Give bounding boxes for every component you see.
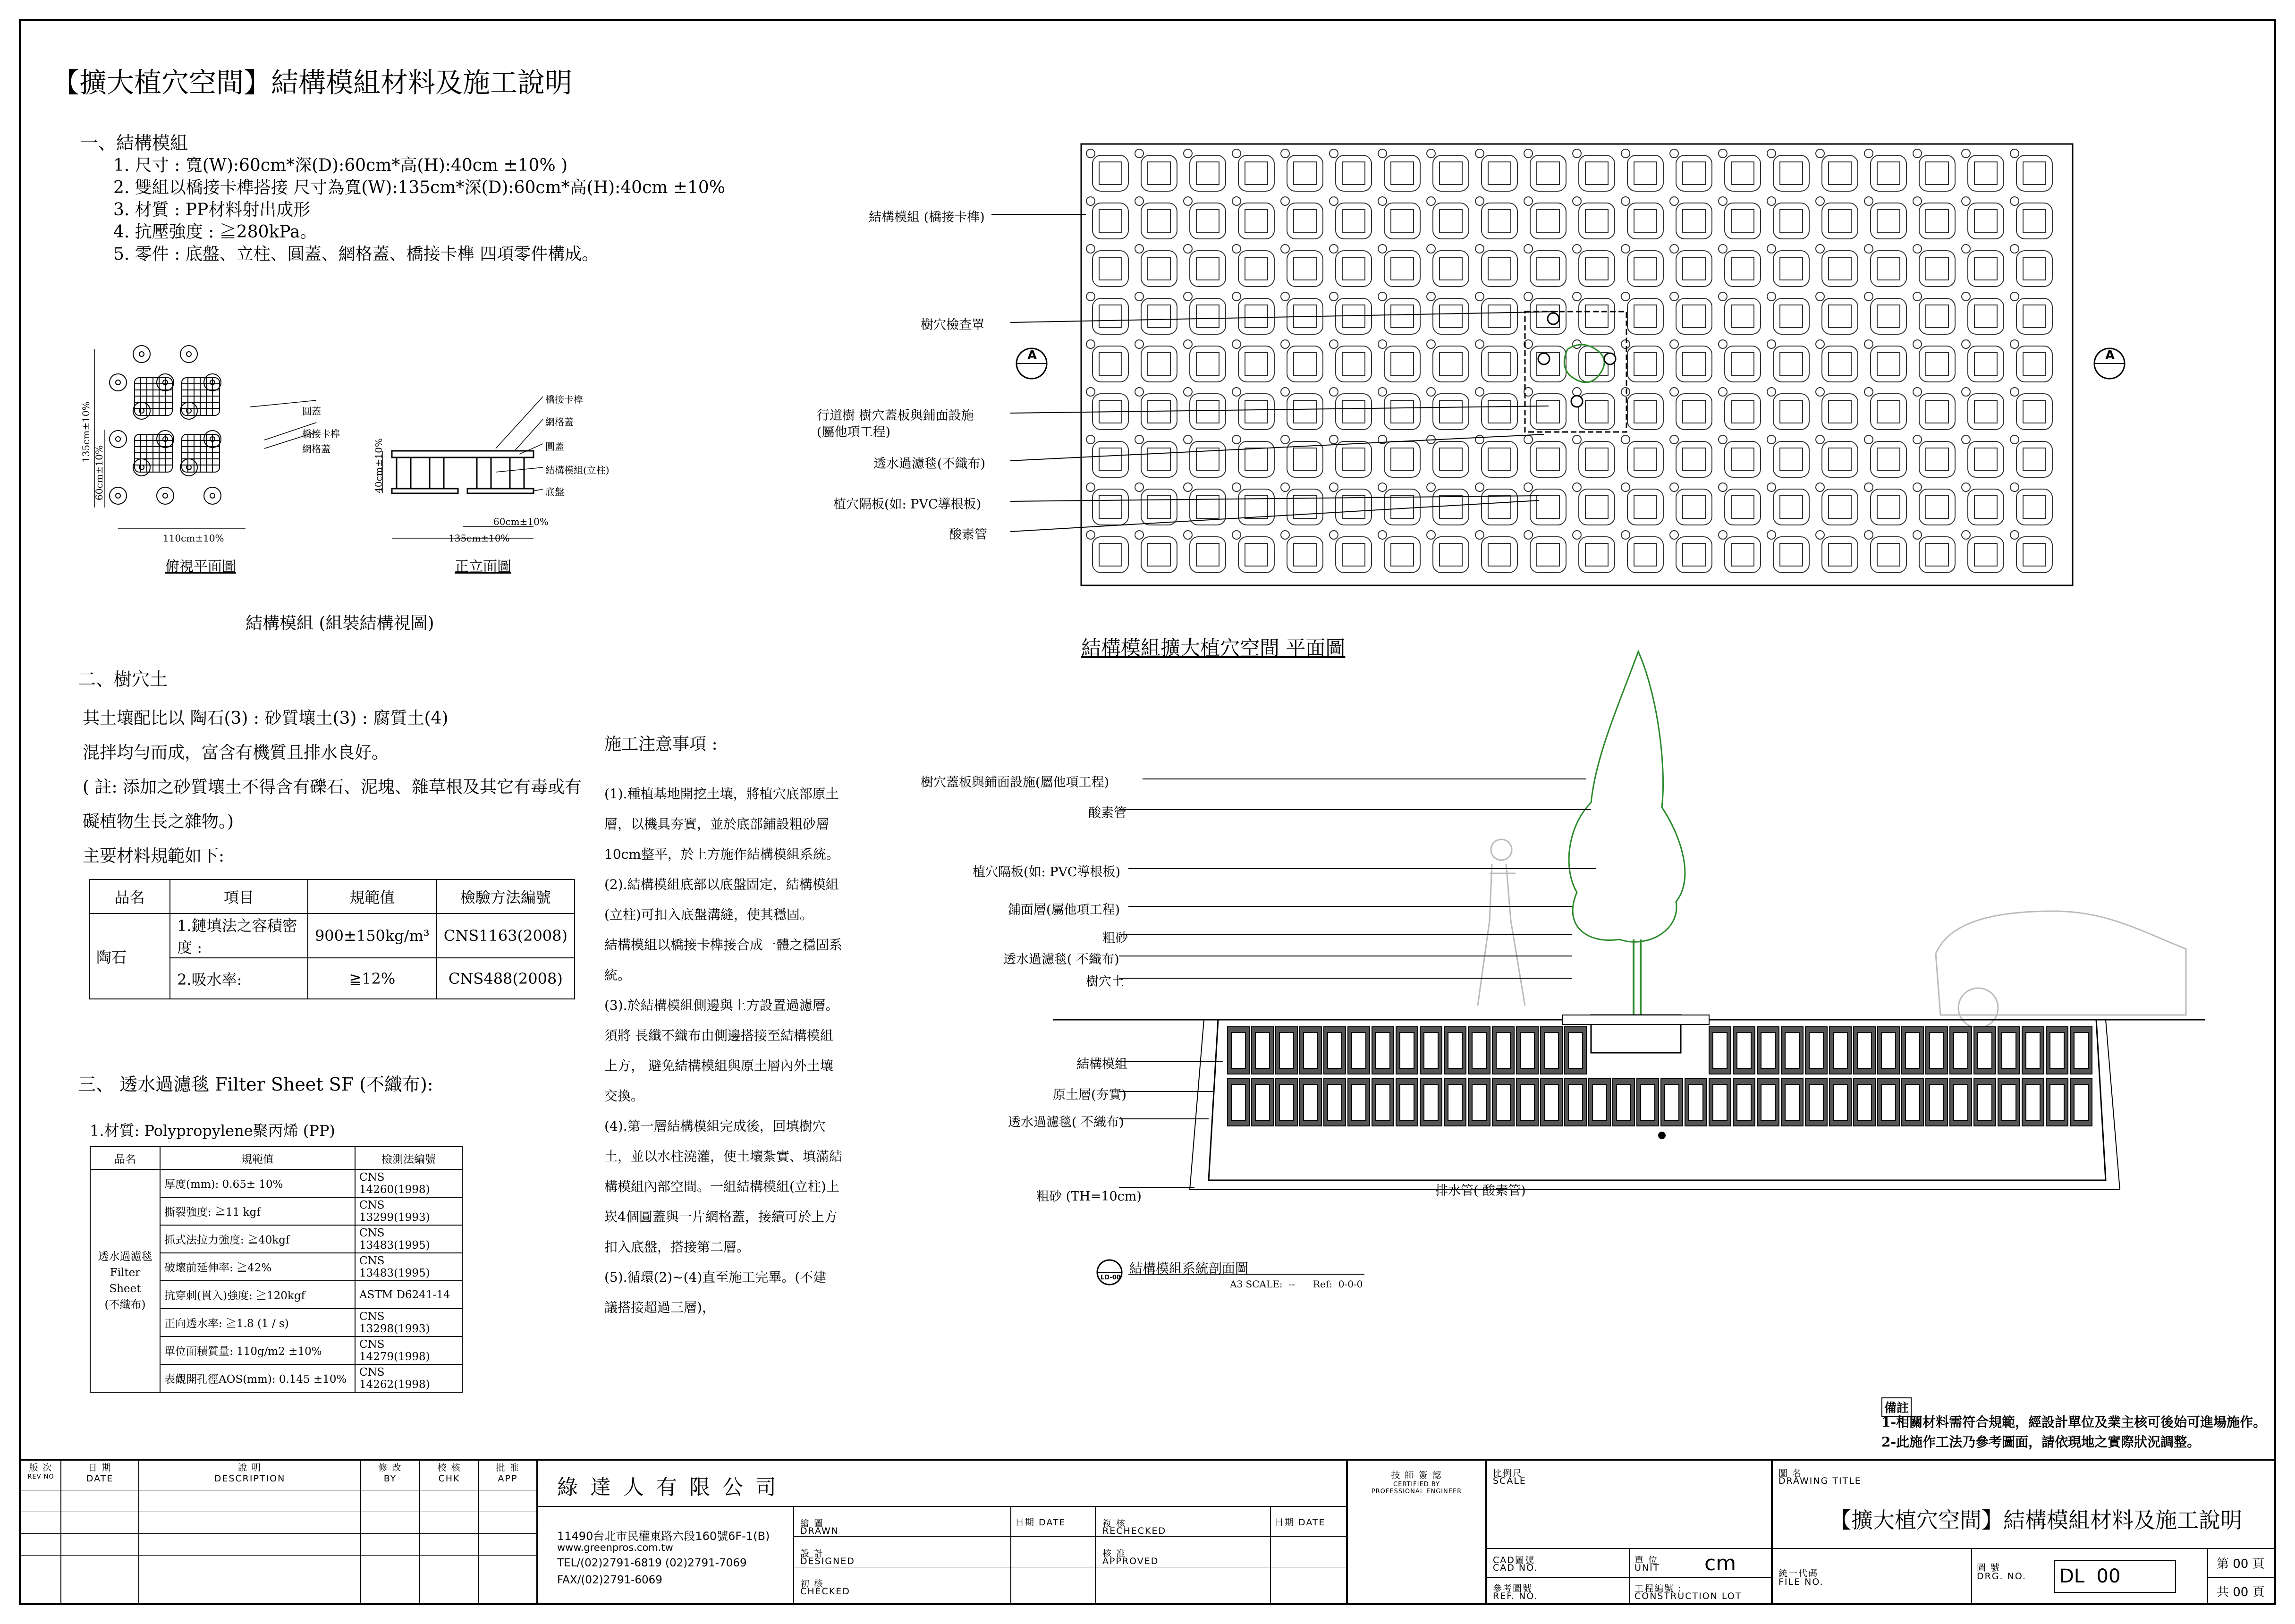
tb-date3-label: 日期 DATE [1275,1517,1326,1528]
tb-by-label: 修 改 [378,1463,402,1473]
table-row [89,914,575,958]
tb-date-col [61,1461,139,1605]
remark-line: 2-此施作工法乃參考圖面，請依現地之實際狀況調整。 [1881,1434,2201,1450]
plan-caption: 俯視平面圖 [165,558,236,575]
tb-scale-label-en: SCALE [1493,1476,1526,1486]
tb-desc-label-en: DESCRIPTION [214,1473,286,1484]
note-line: (立柱)可扣入底盤溝縫，使其穩固。 [604,907,813,922]
table-cell: 抗穿刺(貫入)強度: ≧120kgf [160,1281,355,1309]
tb-scale-label: 比例尺 [1493,1468,1523,1479]
table-cell: CNS 13298(1993) [355,1309,462,1336]
tb-drawing-title: 【擴大植穴空間】結構模組材料及施工說明 [1829,1507,2242,1533]
tb-ref-label-en: REF. NO. [1493,1591,1538,1601]
tb-drg-no-label: 圖 號 [1977,1563,2001,1573]
col-header: 項目 [170,880,308,914]
section-label-drain-pipe: 排水管( 酸素管) [1435,1184,1526,1198]
plan-leader-lines [991,198,1558,548]
section3-material: 1.材質: Polypropylene聚丙烯 (PP) [90,1122,335,1140]
table-cell: 900±150kg/m³ [308,914,437,958]
elev-dim-height: 40cm±10% [373,438,384,493]
material-name-line: 透水過濾毯 [98,1251,152,1263]
note-line: 須將 長纖不織布由側邊搭接至結構模組 [604,1028,833,1043]
tb-unit-value: cm [1704,1551,1736,1575]
tb-checked-label-en: CHECKED [800,1586,850,1597]
tb-checked-label: 初 核 [800,1579,824,1589]
tb-drawn-label-en: DRAWN [800,1526,839,1536]
note-line: 上方， 避免結構模組與原土層內外土壤 [604,1058,833,1074]
plan-dim-vertical-total: 135cm±10% [80,401,92,463]
tb-rechecked-label: 複 核 [1102,1518,1126,1529]
elev-dim-single: 60cm±10% [493,516,549,527]
material-name: 陶石 [89,914,170,999]
tb-company-block [538,1461,1348,1605]
elev-label-bridge-tenon: 橋接卡榫 [545,394,583,405]
plan-label-oxygen-pipe: 酸素管 [949,527,987,542]
section-label-root-barrier: 植穴隔板(如: PVC導根板) [973,865,1121,880]
table-cell: CNS 14260(1998) [355,1169,462,1197]
note-line: (5).循環(2)~(4)直至施工完畢。(不建 [604,1269,827,1285]
plan-label-grid-cover: 網格蓋 [302,443,330,455]
note-line: 議搭接超過三層)， [604,1300,715,1315]
tb-rev-label-en: REV NO [27,1473,54,1480]
tb-app-col [479,1461,538,1605]
ceramsite-spec-table [89,879,575,999]
tb-approved-label-en: APPROVED [1102,1556,1159,1566]
section2-line: 混拌均勻而成，富含有機質且排水良好。 [83,743,389,762]
col-header: 檢驗方法編號 [437,880,575,914]
elev-label-column: 結構模組(立柱) [545,465,610,476]
section2-line: 主要材料規範如下: [83,846,225,866]
table-cell: 撕裂強度: ≧11 kgf [160,1197,355,1225]
tb-file-no-label: 統一代碼 [1778,1568,1819,1579]
table-cell: 厚度(mm): 0.65± 10% [160,1169,355,1197]
tb-designed-label: 設 計 [800,1548,824,1559]
tb-date-label-en: DATE [86,1473,114,1484]
plan-label-other-works: (屬他項工程) [817,425,891,440]
plan-dim-horizontal: 110cm±10% [163,533,224,544]
plan-label-filter-sheet: 透水過濾毯(不織布) [873,457,986,471]
tb-lot-label-en: CONSTRUCTION LOT [1634,1591,1742,1601]
plan-label-bridge-tenon: 橋接卡榫 [302,428,340,440]
tb-app-label: 批 准 [496,1463,520,1473]
note-line: (2).結構模組底部以底盤固定，結構模組 [604,877,839,892]
tb-unit-label: 單 位 [1634,1555,1659,1565]
tb-drawing-title-label: 圖 名 [1778,1468,1803,1479]
tb-date-label: 日 期 [88,1463,112,1473]
tb-chk-label-en: CHK [438,1473,460,1484]
table-cell: 正向透水率: ≧1.8 (1 / s) [160,1309,355,1336]
section2-line: 其土壤配比以 陶石(3) : 砂質壤土(3) : 腐質土(4) [83,709,449,728]
elev-caption: 正立面圖 [455,558,511,575]
tb-chk-col [420,1461,479,1605]
section-structure-module [80,132,725,265]
tb-engineer-block [1348,1461,1487,1605]
note-line: 交換。 [604,1088,644,1104]
section-marker-left-label: A [1027,348,1037,363]
table-cell: CNS488(2008) [437,958,575,999]
plan-label-round-cover: 圓蓋 [302,406,321,417]
tb-date2-label: 日期 DATE [1015,1517,1066,1528]
company-name: 綠 達 人 有 限 公 司 [557,1475,779,1499]
table-cell: 單位面積質量: 110g/m2 ±10% [160,1336,355,1364]
note-line: 層，以機具夯實，並於底部鋪設粗砂層 [604,816,830,832]
table-cell: CNS 13483(1995) [355,1225,462,1253]
plan-label-root-barrier: 植穴隔板(如: PVC導根板) [833,497,982,512]
tb-approved-label: 核 准 [1102,1548,1126,1559]
col-header: 品名 [89,880,170,914]
page-title: 【擴大植穴空間】結構模組材料及施工說明 [52,67,573,99]
remarks [1881,1413,2266,1452]
tb-file-no-label-en: FILE NO. [1778,1577,1824,1587]
table-cell: 破壞前延伸率: ≧42% [160,1253,355,1281]
section-label-paving-layer: 鋪面層(屬他項工程) [1008,903,1120,917]
company-tel: TEL/(02)2791-6819 (02)2791-7069 [557,1557,747,1569]
section1-heading: 一、結構模組 [80,133,188,153]
module-diagram-caption: 結構模組 (組裝結構視圖) [246,614,434,633]
tb-by-label-en: BY [383,1473,397,1484]
tb-cad-label-en: CAD NO. [1493,1563,1538,1573]
elev-label-grid-cover: 網格蓋 [545,416,574,428]
table-cell: CNS1163(2008) [437,914,575,958]
tb-app-label-en: APP [498,1473,518,1484]
section-caption-badge [1095,1258,1124,1286]
tb-sheet: 第 00 頁 [2217,1557,2265,1571]
tb-drawn-label: 繪 圖 [800,1518,824,1529]
note-line: 統。 [604,967,631,983]
tb-drg-no-value: DL 00 [2054,1560,2176,1593]
note-line: (4).第一層結構模組完成後，回填樹穴 [604,1118,826,1134]
col-header: 規範值 [308,880,437,914]
tb-rechecked-label-en: RECHECKED [1102,1526,1167,1536]
section-label-cover-paving: 樹穴蓋板與鋪面設施(屬他項工程) [921,775,1109,790]
table-cell: CNS 13299(1993) [355,1197,462,1225]
table-cell: CNS 14262(1998) [355,1364,462,1392]
section2-line: 礙植物生長之雜物。) [83,812,234,831]
tb-drg-no-label-en: DRG. NO. [1977,1571,2027,1582]
tb-designed-label-en: DESIGNED [800,1556,855,1566]
tb-total: 共 00 頁 [2217,1585,2265,1599]
construction-notes-heading: 施工注意事項 : [604,735,718,754]
remarks-heading: 備註 [1881,1397,1912,1417]
plan-label-module: 結構模組 (橋接卡榫) [869,210,985,225]
note-line: 結構模組以橋接卡榫接合成一體之穩固系 [604,937,843,953]
section-view-drawing [1053,647,2205,1213]
section-label-coarse-sand: 粗砂 [1102,931,1128,946]
section-marker-right-label: A [2105,348,2115,363]
table-row [90,1169,462,1197]
section1-item: 3. 材質 : PP材料射出成形 [113,200,311,220]
note-line: 崁4個圓蓋與一片網格蓋，接續可於上方 [604,1209,838,1225]
title-block [21,1459,2274,1605]
section2-heading: 二、樹穴土 [78,669,168,690]
note-line: 10cm整平，於上方施作結構模組系統。 [604,846,839,862]
section-label-filter-sheet-bottom: 透水過濾毯( 不織布) [1008,1115,1124,1130]
module-assembly-diagram [71,330,590,595]
note-line: (1).種植基地開挖土壤，將植穴底部原土 [604,786,839,802]
section-label-structure-module: 結構模組 [1076,1057,1127,1072]
section-caption-title: 結構模組系統剖面圖 [1129,1260,1249,1276]
table-cell: 抓式法拉力強度: ≧40kgf [160,1225,355,1253]
module-plan-view [110,346,221,504]
note-line: (3).於結構模組側邊與上方設置過濾層。 [604,998,839,1013]
tb-ref-label: 參考圖號 [1493,1583,1533,1594]
elev-label-round-cover: 圓蓋 [545,441,564,452]
plan-label-cover-paving: 行道樹 樹穴蓋板與鋪面設施 [817,408,974,423]
tb-lot-label: 工程編號 : [1634,1583,1682,1594]
table-cell: CNS 13483(1995) [355,1253,462,1281]
note-line: 土，並以水柱澆灌，使土壤紮實、填滿結 [604,1149,843,1164]
tb-cad-label: CAD圖號 [1493,1555,1535,1565]
table-cell: CNS 14279(1998) [355,1336,462,1364]
filter-sheet-spec-table [90,1146,463,1393]
plan-view-title: 結構模組擴大植穴空間 平面圖 [1081,636,1346,660]
section-caption-badge-label: LD-00 [1101,1274,1121,1281]
section1-item: 4. 抗壓強度 : ≧280kPa。 [113,222,317,242]
section1-item: 2. 雙組以橋接卡榫搭接 尺寸為寬(W):135cm*深(D):60cm*高(H):40cm ±10% [113,178,726,197]
section2-line: ( 註: 添加之砂質壤土不得含有礫石、泥塊、雜草根及其它有毒或有 [83,778,582,797]
tb-drawing-title-label-en: DRAWING TITLE [1778,1476,1862,1486]
tb-engineer-label: 技 師 簽 認 [1391,1470,1442,1480]
construction-notes [604,779,842,1323]
section2-body [83,701,582,873]
company-website: www.greenpros.com.tw [557,1542,673,1553]
tb-chk-label: 校 核 [437,1463,461,1473]
tb-rev-label: 版 次 [29,1463,53,1473]
section1-list [80,154,725,265]
section-label-oxygen-pipe: 酸素管 [1088,806,1126,820]
tb-rev-col [21,1461,61,1605]
section3-heading: 三、 透水過濾毯 Filter Sheet SF (不織布): [78,1074,433,1095]
section-label-native-soil: 原土層(夯實) [1053,1088,1127,1102]
section1-item: 5. 零件 : 底盤、立柱、圓蓋、網格蓋、橋接卡榫 四項零件構成。 [113,245,599,264]
elev-dim-total: 135cm±10% [449,533,510,544]
tb-engineer-label-en2: PROFESSIONAL ENGINEER [1371,1488,1462,1495]
tb-desc-col [139,1461,361,1605]
tb-drawing-title-block [1773,1461,2274,1605]
col-header: 規範值 [160,1147,355,1169]
table-cell: 表觀開孔徑AOS(mm): 0.145 ±10% [160,1364,355,1392]
table-cell: 1.鏈填法之容積密度 : [170,914,308,958]
col-header: 檢測法編號 [355,1147,462,1169]
table-cell: ASTM D6241-14 [355,1281,462,1309]
section-label-filter-sheet-top: 透水過濾毯( 不織布) [1003,952,1119,967]
tb-scale-block [1487,1461,1773,1605]
remark-line: 1-相關材料需符合規範，經設計單位及業主核可後始可進場施作。 [1881,1414,2267,1430]
col-header: 品名 [90,1147,160,1169]
company-address: 11490台北市民權東路六段160號6F-1(B) [557,1530,770,1543]
tb-unit-label-en: UNIT [1634,1563,1660,1573]
elev-label-base: 底盤 [545,486,564,498]
material-name [90,1169,160,1392]
company-fax: FAX/(02)2791-6069 [557,1574,662,1586]
tb-by-col [361,1461,420,1605]
tb-engineer-label-en1: CERTIFIED BY [1393,1481,1440,1488]
table-cell: ≧12% [308,958,437,999]
plan-label-inspection-cover: 樹穴檢查罩 [921,318,984,332]
note-line: 扣入底盤，搭接第二層。 [604,1239,750,1255]
material-name-line: (不織布) [104,1299,146,1311]
table-cell: 2.吸水率: [170,958,308,999]
note-line: 構模組內部空間。一組結構模組(立柱)上 [604,1179,839,1194]
section-label-sand-10cm: 粗砂 (TH=10cm) [1036,1189,1142,1204]
section1-item: 1. 尺寸 : 寬(W):60cm*深(D):60cm*高(H):40cm ±10% ) [113,156,568,175]
module-elevation-view [392,451,534,493]
tb-desc-label: 說 明 [237,1463,262,1473]
section-caption-scale: A3 SCALE: -- Ref: 0-0-0 [1230,1278,1363,1290]
section-label-pit-soil: 樹穴土 [1086,974,1124,989]
material-name-line: Filter Sheet [109,1267,141,1295]
plan-dim-vertical-single: 60cm±10% [93,445,105,500]
